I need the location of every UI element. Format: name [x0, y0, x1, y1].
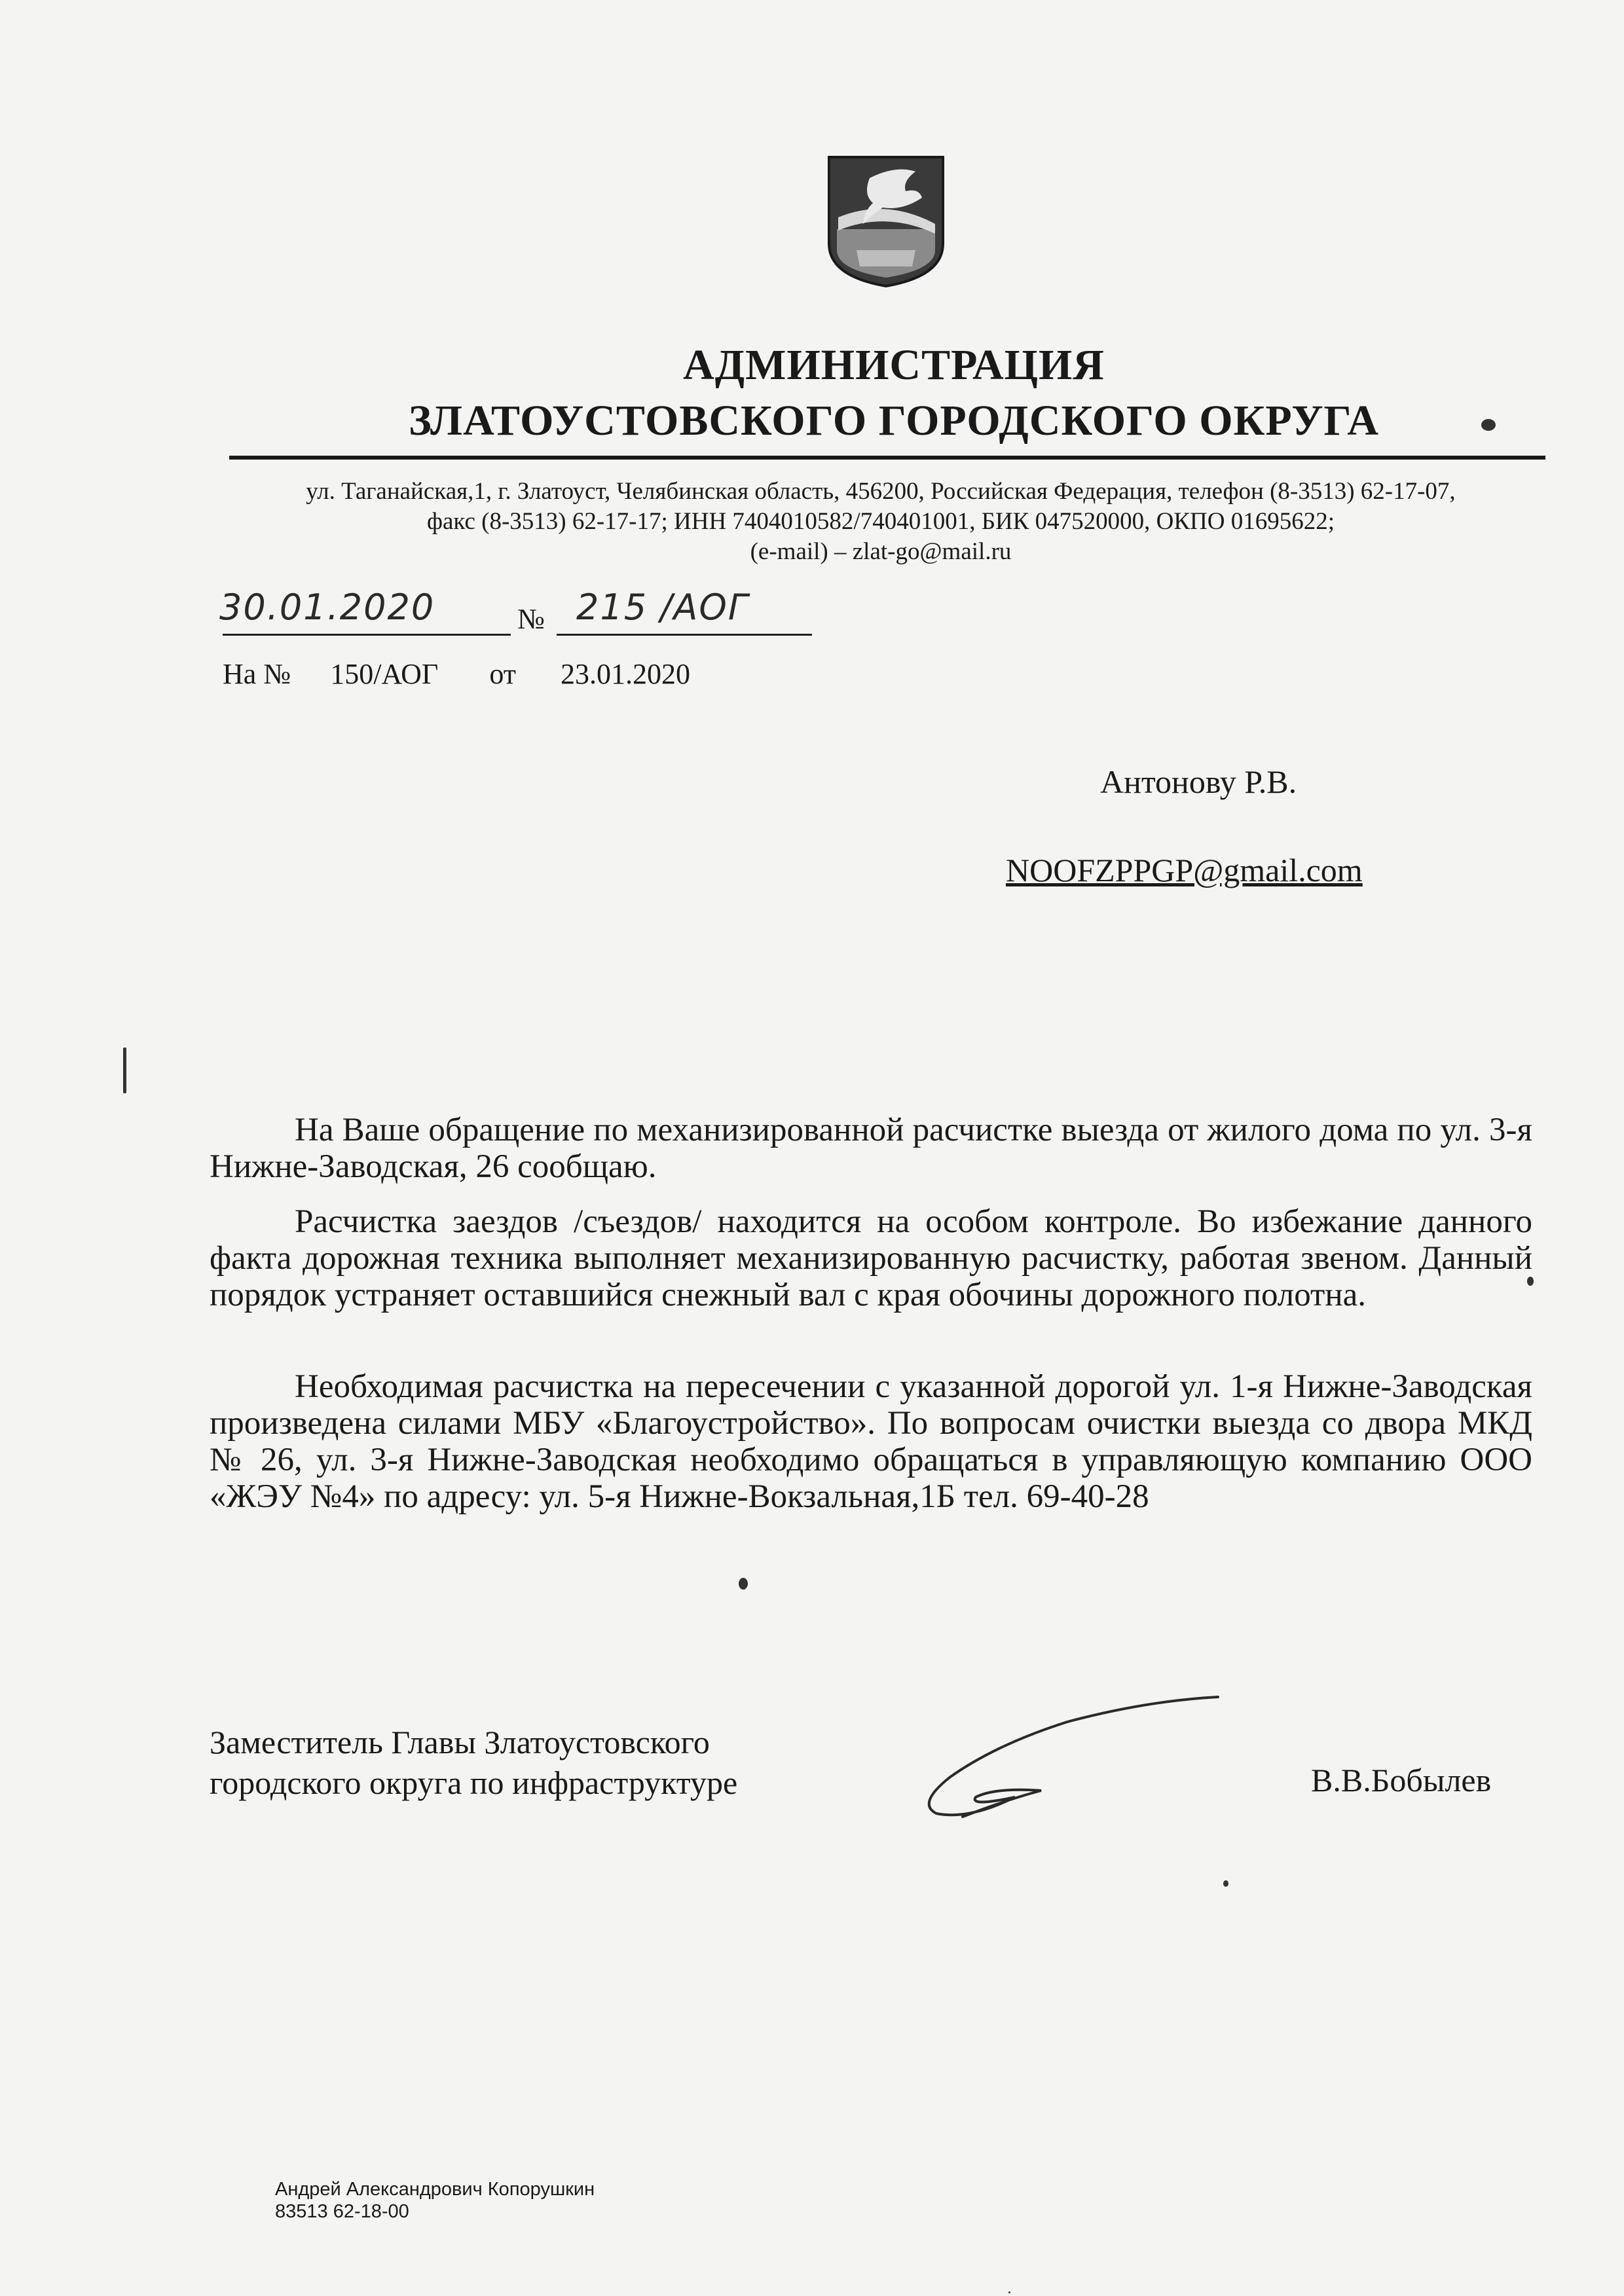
scan-mark [123, 1048, 126, 1093]
date-underline [223, 634, 511, 636]
number-underline [557, 634, 812, 636]
reference-number: 150/АОГ [330, 658, 439, 690]
recipient-name: Антонову Р.В. [1100, 763, 1297, 800]
signatory-title [210, 1722, 737, 1803]
signatory-name: В.В.Бобылев [1311, 1762, 1492, 1798]
organization-title-line2: ЗЛАТОУСТОВСКОГО ГОРОДСКОГО ОКРУГА [408, 397, 1379, 445]
executor-name: Андрей Александрович Копорушкин [275, 2179, 595, 2200]
scan-speck [739, 1578, 748, 1590]
outgoing-number-handwritten: 215 /АОГ [576, 587, 749, 628]
scan-speck [1527, 1277, 1534, 1286]
body-paragraph-2: Расчистка заездов /съездов/ находится на особом контроле. Во избежание данного факта дорожная техника выполняет механизированную расчистку, работая звеном. Данный порядок устраняет оставшийся снежный вал с края обочины дорожного полотна. [210, 1203, 1532, 1313]
handwritten-signature [897, 1683, 1238, 1840]
reference-date: 23.01.2020 [560, 658, 690, 690]
signatory-title-line2: городского округа по инфраструктуре [210, 1764, 738, 1801]
executor-phone: 83513 62-18-00 [275, 2201, 409, 2222]
scan-speck [1008, 2291, 1010, 2293]
recipient-email: NOOFZPPGP@gmail.com [1006, 852, 1363, 888]
number-sign: № [517, 603, 545, 635]
coat-of-arms-icon [824, 152, 948, 289]
reference-prefix: На № [223, 658, 291, 690]
address-line-3: (e-mail) – zlat-go@mail.ru [750, 538, 1012, 565]
reference-from: от [489, 658, 516, 690]
body-paragraph-3: Необходимая расчистка на пересечении с указанной дорогой ул. 1-я Нижне-Заводская произведена силами МБУ «Благоустройство». По вопросам очистки выезда со двора МКД № 26, ул. 3-я Нижне-Заводская необходимо обращаться в управляющую компанию ООО «ЖЭУ №4» по адресу: ул. 5-я Нижне-Вокзальная,1Б тел. 69-40-28 [210, 1368, 1532, 1515]
reference-line [223, 657, 690, 691]
organization-title-line1: АДМИНИСТРАЦИЯ [683, 341, 1105, 389]
signatory-title-line1: Заместитель Главы Златоустовского [210, 1724, 710, 1760]
scan-speck [1223, 1880, 1228, 1887]
header-divider [229, 456, 1545, 460]
body-paragraph-1: На Ваше обращение по механизированной расчистке выезда от жилого дома по ул. 3-я Нижне-Заводская, 26 сообщаю. [210, 1112, 1532, 1185]
scan-speck [1481, 419, 1496, 431]
address-line-2: факс (8-3513) 62-17-17; ИНН 7404010582/740401001, БИК 047520000, ОКПО 01695622; [427, 508, 1335, 535]
outgoing-date-handwritten: 30.01.2020 [219, 587, 435, 628]
executor-block [275, 2178, 595, 2223]
address-line-1: ул. Таганайская,1, г. Златоуст, Челябинская область, 456200, Российская Федерация, телефон (8-3513) 62-17-07, [306, 478, 1456, 505]
